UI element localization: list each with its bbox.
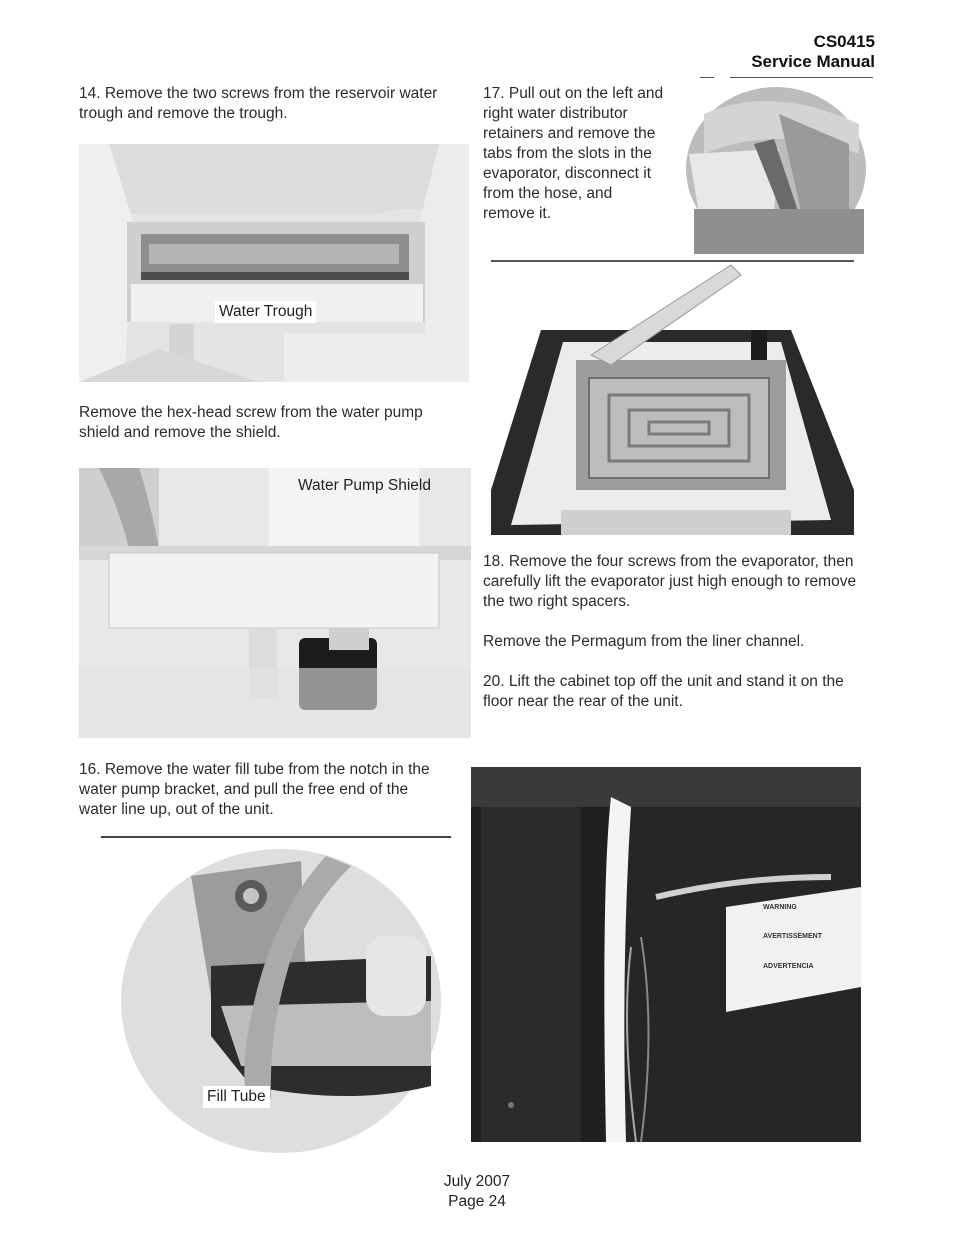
step-16-text: 16. Remove the water fill tube from the notch in the water pump bracket, and pull the free end of the water line up, out of the unit.	[79, 761, 430, 818]
step-19-text: Remove the Permagum from the liner channel.	[483, 633, 805, 650]
footer-date: July 2007	[443, 1173, 511, 1190]
callout-water-trough: Water Trough	[215, 301, 316, 323]
water-pump-shield-photo	[79, 468, 471, 738]
step-20-text: 20. Lift the cabinet top off the unit and stand it on the floor near the rear of the unit.	[483, 673, 844, 710]
step-18-text: 18. Remove the four screws from the evaporator, then carefully lift the evaporator just high enough to remove the two right spacers.	[483, 553, 857, 610]
step-14-text: 14. Remove the two screws from the reservoir water trough and remove the trough.	[79, 85, 438, 122]
fill-tube-photo	[101, 836, 451, 1156]
water-distributor-photo	[684, 84, 874, 254]
callout-water-pump-shield: Water Pump Shield	[298, 477, 431, 494]
step-15-text: Remove the hex-head screw from the water pump shield and remove the shield.	[79, 404, 423, 441]
water-trough-photo	[79, 144, 469, 382]
warning-label-fr: AVERTISSEMENT	[763, 933, 822, 940]
header-rule-segment	[700, 77, 714, 78]
callout-fill-tube: Fill Tube	[203, 1086, 270, 1108]
step-17-text: 17. Pull out on the left and right water distributor retainers and remove the tabs from the slots in the evaporator, disconnect it from the hose, and remove it.	[483, 85, 664, 222]
header-rule	[730, 77, 873, 78]
footer-page-number: Page 24	[448, 1193, 506, 1210]
evaporator-photo	[491, 260, 854, 535]
document-code: CS0415	[813, 32, 875, 51]
warning-label-es: ADVERTENCIA	[763, 963, 814, 970]
warning-label-en: WARNING	[763, 904, 797, 911]
document-title: Service Manual	[751, 52, 875, 71]
cabinet-top-photo	[471, 767, 861, 1142]
